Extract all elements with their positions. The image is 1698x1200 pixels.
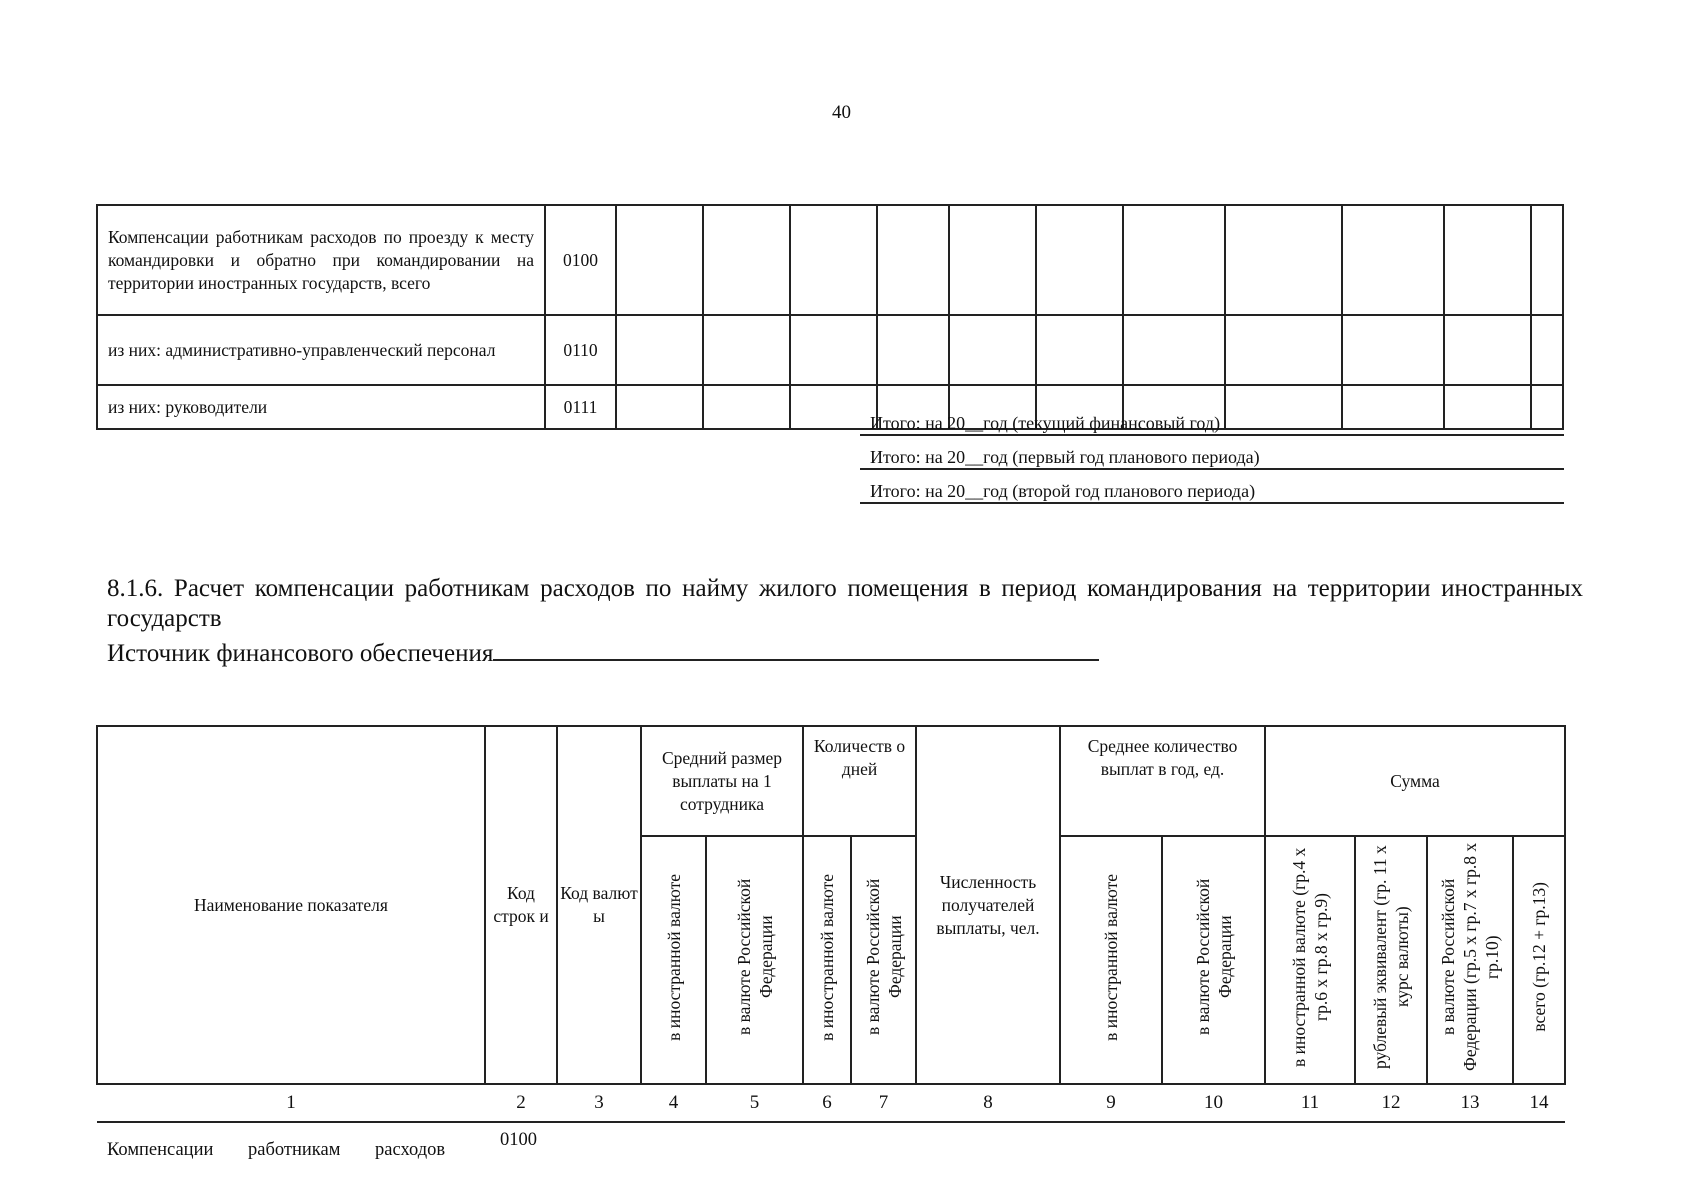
empty-cell[interactable] bbox=[1444, 205, 1531, 315]
subheader-col14: всего (гр.12 + гр.13) bbox=[1513, 836, 1565, 1084]
row-name: из них: административно-управленческий персонал bbox=[97, 315, 545, 385]
empty-cell[interactable] bbox=[1123, 205, 1225, 315]
column-number: 1 bbox=[97, 1084, 485, 1122]
empty-cell[interactable] bbox=[1342, 205, 1444, 315]
row-name: Компенсации работникам расходов по проезду к месту командировки и обратно при командировании на территории иностранных государств, всего bbox=[97, 205, 545, 315]
empty-cell[interactable] bbox=[616, 205, 703, 315]
empty-cell[interactable] bbox=[1225, 205, 1342, 315]
total-first-plan-year: Итого: на 20__год (первый год планового периода) bbox=[860, 436, 1564, 470]
column-number: 3 bbox=[557, 1084, 641, 1122]
column-numbers-row bbox=[97, 1084, 1565, 1122]
empty-cell[interactable] bbox=[1225, 315, 1342, 385]
header-row-code: Код строк и bbox=[485, 726, 557, 1084]
subheader-col12: рублевый эквивалент (гр. 11 х курс валюты) bbox=[1355, 836, 1427, 1084]
total-current-year: Итого: на 20__год (текущий финансовый год) bbox=[860, 402, 1564, 436]
column-number: 5 bbox=[706, 1084, 803, 1122]
column-number: 7 bbox=[851, 1084, 916, 1122]
travel-compensation-table bbox=[96, 204, 1564, 430]
empty-cell[interactable] bbox=[703, 315, 790, 385]
funding-source-label: Источник финансового обеспечения bbox=[107, 640, 494, 667]
empty-cell[interactable] bbox=[949, 315, 1036, 385]
empty-cell[interactable] bbox=[1036, 315, 1123, 385]
header-indicator-name: Наименование показателя bbox=[97, 726, 485, 1084]
empty-cell[interactable] bbox=[1444, 315, 1531, 385]
header-currency-code: Код валют ы bbox=[557, 726, 641, 1084]
empty-cell[interactable] bbox=[1036, 205, 1123, 315]
subheader-col6: в иностранной валюте bbox=[803, 836, 851, 1084]
first-row-code: 0100 bbox=[500, 1130, 537, 1150]
empty-cell[interactable] bbox=[616, 385, 703, 429]
empty-cell[interactable] bbox=[1531, 205, 1563, 315]
subheader-col4: в иностранной валюте bbox=[641, 836, 706, 1084]
row-code: 0111 bbox=[545, 385, 616, 429]
row-name: из них: руководители bbox=[97, 385, 545, 429]
subheader-col13: в валюте Российской Федерации (гр.5 х гр.7 х гр.8 х гр.10) bbox=[1427, 836, 1513, 1084]
housing-compensation-table bbox=[96, 725, 1566, 1123]
subheader-col10: в валюте Российской Федерации bbox=[1162, 836, 1265, 1084]
empty-cell[interactable] bbox=[616, 315, 703, 385]
column-number: 12 bbox=[1355, 1084, 1427, 1122]
header-recipients: Численность получателей выплаты, чел. bbox=[916, 726, 1060, 1084]
empty-cell[interactable] bbox=[1123, 315, 1225, 385]
header-days: Количеств о дней bbox=[803, 726, 916, 836]
empty-cell[interactable] bbox=[703, 385, 790, 429]
page-number: 40 bbox=[832, 102, 851, 123]
section-title: 8.1.6. Расчет компенсации работникам расходов по найму жилого помещения в период командирования на территории иностранных государств bbox=[107, 575, 1583, 632]
empty-cell[interactable] bbox=[790, 205, 877, 315]
empty-cell[interactable] bbox=[877, 205, 949, 315]
row-code: 0100 bbox=[545, 205, 616, 315]
column-number: 2 bbox=[485, 1084, 557, 1122]
column-number: 10 bbox=[1162, 1084, 1265, 1122]
table-row bbox=[97, 315, 1563, 385]
empty-cell[interactable] bbox=[790, 315, 877, 385]
subheader-col11: в иностранной валюте (гр.4 х гр.6 х гр.8 х гр.9) bbox=[1265, 836, 1355, 1084]
header-avg-count: Среднее количество выплат в год, ед. bbox=[1060, 726, 1265, 836]
empty-cell[interactable] bbox=[703, 205, 790, 315]
total-second-plan-year: Итого: на 20__год (второй год планового периода) bbox=[860, 470, 1564, 504]
column-number: 13 bbox=[1427, 1084, 1513, 1122]
column-number: 8 bbox=[916, 1084, 1060, 1122]
column-number: 14 bbox=[1513, 1084, 1565, 1122]
empty-cell[interactable] bbox=[877, 315, 949, 385]
funding-source-line bbox=[107, 635, 1099, 669]
header-avg-payment: Средний размер выплаты на 1 сотрудника bbox=[641, 726, 803, 836]
empty-cell[interactable] bbox=[1531, 315, 1563, 385]
header-sum: Сумма bbox=[1265, 726, 1565, 836]
subheader-col7: в валюте Российской Федерации bbox=[851, 836, 916, 1084]
subheader-col9: в иностранной валюте bbox=[1060, 836, 1162, 1084]
column-number: 4 bbox=[641, 1084, 706, 1122]
table-row bbox=[97, 205, 1563, 315]
column-number: 6 bbox=[803, 1084, 851, 1122]
row-code: 0110 bbox=[545, 315, 616, 385]
first-row-name: Компенсации работникам расходов bbox=[107, 1140, 446, 1160]
empty-cell[interactable] bbox=[949, 205, 1036, 315]
totals-block bbox=[860, 402, 1564, 504]
column-number: 9 bbox=[1060, 1084, 1162, 1122]
column-number: 11 bbox=[1265, 1084, 1355, 1122]
funding-source-field[interactable] bbox=[493, 635, 1099, 661]
empty-cell[interactable] bbox=[1342, 315, 1444, 385]
subheader-col5: в валюте Российской Федерации bbox=[706, 836, 803, 1084]
